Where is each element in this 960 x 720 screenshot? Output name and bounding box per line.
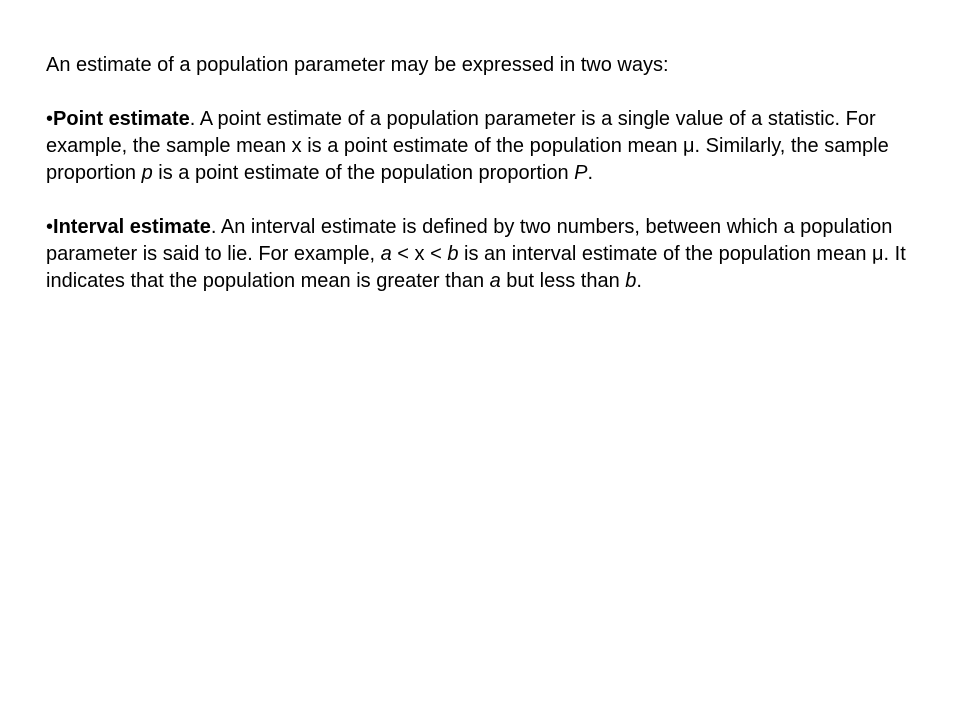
point-estimate-text-3: . — [587, 162, 594, 184]
paragraph-gap — [46, 187, 906, 214]
point-estimate-paragraph — [46, 106, 906, 187]
lower-bound-symbol: a — [489, 270, 501, 292]
lower-bound-symbol: a — [380, 243, 392, 265]
interval-estimate-text-3: is an interval estimate of the population mean μ. It indicates that the population mean is greater than — [46, 243, 906, 292]
interval-estimate-text-1: . An interval estimate is defined by two numbers, between which a population parameter is said to lie. For example, — [46, 216, 893, 265]
population-proportion-symbol: P — [574, 162, 588, 184]
bullet: • — [46, 216, 54, 238]
intro-text: An estimate of a population parameter may be expressed in two ways: — [46, 54, 669, 76]
interval-estimate-text-5: . — [636, 270, 642, 292]
sample-proportion-symbol: p — [141, 162, 153, 184]
interval-estimate-term: Interval estimate — [53, 216, 211, 238]
paragraph-gap — [46, 79, 906, 106]
interval-estimate-paragraph — [46, 214, 906, 295]
slide-body — [46, 52, 906, 295]
interval-estimate-text-2: < x < — [391, 243, 448, 265]
upper-bound-symbol: b — [447, 243, 459, 265]
upper-bound-symbol: b — [625, 270, 637, 292]
point-estimate-text-2: is a point estimate of the population proportion — [152, 162, 575, 184]
bullet: • — [46, 108, 54, 130]
point-estimate-text-1: . A point estimate of a population parameter is a single value of a statistic. For example, the sample mean x is a point estimate of the population mean μ. Similarly, the sample proportion — [46, 108, 889, 184]
interval-estimate-text-4: but less than — [500, 270, 626, 292]
point-estimate-term: Point estimate — [53, 108, 190, 130]
